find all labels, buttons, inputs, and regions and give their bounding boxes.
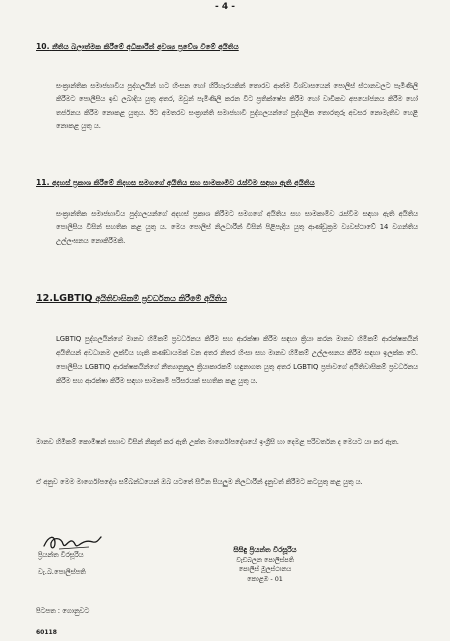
- section-title-prefix: LGBTIQ: [53, 293, 93, 304]
- section-title: අදහස් ප්‍රකාශ කිරීමේ නිදහස සමගගේ අයිතිය සහ සාමකාමීව රැස්වීම සඳහා ඇති අයිතිය: [51, 178, 315, 187]
- instruction-note: ඒ අනුව මෙම මාර්ගෝපදේශ සම්බන්ධයෙන් ඔබ යටතේ සිටින සියලුම නිලධාරීන් දැනුවත් කිරීමට කටයුතු කළ යුතු ය.: [36, 478, 363, 486]
- section-number: 12.: [36, 293, 53, 304]
- stamp-office: පොලිස් මූලස්ථානය: [238, 565, 292, 573]
- section-11-heading: [36, 178, 315, 188]
- stamp-name: සිසිඳු ප්‍රියන්ත වීරසූරිය: [233, 546, 297, 554]
- handwritten-signature: [41, 531, 103, 553]
- section-12-body: LGBTIQ පුද්ගලයින්ගේ මානව හිමිකම් ප්‍රවර්ධනය කිරීම සහ ආරක්ෂා කිරීම සඳහා ක්‍රියා කරන මානව හිමිකම් ආරක්ෂකයින් අයිතියන් අවධානම ලක්විය හැකි කණ්ඩායමක් වන අතර නිතර හිංසා සහ මානව හිමිකම් උල්ලංඝනය කිරීම සඳහා ඉලක්ක වේ. පොලීසිය LGBTIQ ආරක්ෂකයින්ගේ නීත්‍යානුකූල ක්‍රියාකාරකම් හඳුනාගත යුතු අතර LGBTIQ ප්‍රජාවගේ අයිතිවාසිකම් ප්‍රවර්ධනය කිරීම සහ ආරක්ෂා කිරීම සඳහා සාමකාමී පරිසරයක් සහතික කළ යුතු ය.: [56, 335, 418, 385]
- section-title: නීතිය බලාත්මක කිරීමේ අධිකාරීන් අවශ්‍ය ප්‍රවේශ වීමේ අයිතිය: [51, 42, 239, 51]
- section-title: අයිතිවාසිකම් ප්‍රවර්ධනය කිරීමේ අයිතිය: [92, 294, 227, 303]
- section-10-heading: [36, 42, 239, 52]
- section-12-heading: [36, 293, 227, 304]
- footer-code: 60118: [36, 629, 57, 636]
- section-number: 10.: [36, 42, 50, 51]
- section-11-body: සංක්‍රාන්තික සමාජභාවීය පුද්ගලයන්ගේ අදහස් ප්‍රකාශ කිරීමට සමගගේ අයිතිය සහ සාමකාමීව රැස්වීම සඳහා ඇති අයිතිය පොලිසිය විසින් සහතික කළ යුතු ය. මෙය පොලිස් නිලධාරීන් විසින් පිළිපැදිය යුතු ආණ්ඩුක්‍රම ව්‍යවස්ථාවේ 14 වගන්තිය උල්ලංඝනය නොකිරීමකි.: [56, 210, 418, 245]
- stamp-location: කොළඹ - 01: [247, 574, 283, 583]
- signatory-name: ප්‍රියන්ත වීරසූරිය: [38, 551, 84, 559]
- official-stamp: [190, 546, 340, 584]
- stamp-title: වැඩබලන පොලිස්පති: [236, 555, 294, 564]
- section-10-body: සංක්‍රාන්තික සමාජභාවීය පුද්ගලයින් හට හිංසන හෝ හිරිහැරයකින් තොරව ආත්ම විශ්වාසයෙන් පොලිස් ස්ථානවලට පැමිණිලි කිරීමට පොලීසිය ඉඩ ලබාදිය යුතු අතර, ඔවුන් පැමිණිලි කරන විට ප්‍රතික්ෂේප කිරීම හෝ වාචිකව අපයෝජනය කිරීම හෝ තර්ජනය කිරීම නොකළ යුතුය. ඊට අමතරව සංක්‍රාන්ති සමාජභාවී පුද්ගලයන්ගේ පුද්ගලික තොරතුරු අවසර නොමැතිව හෙළි නොකළ යුතු ය.: [56, 82, 418, 131]
- page-number: - 4 -: [215, 2, 235, 12]
- section-number: 11.: [36, 178, 50, 187]
- signatory-title: වැ.බ.පොලිස්පති: [38, 568, 86, 576]
- copy-to-label: පිටපත : ගොනුවට: [36, 607, 90, 615]
- translation-note: මානව හිමිකම් කොමිෂන් සභාව විසින් නිකුත් කර ඇති උක්ත මාර්ගෝපදේශයේ ඉංග්‍රීසි හා දෙමළ පරිවර්තන ද මෙයට යා කර ඇත.: [36, 438, 399, 446]
